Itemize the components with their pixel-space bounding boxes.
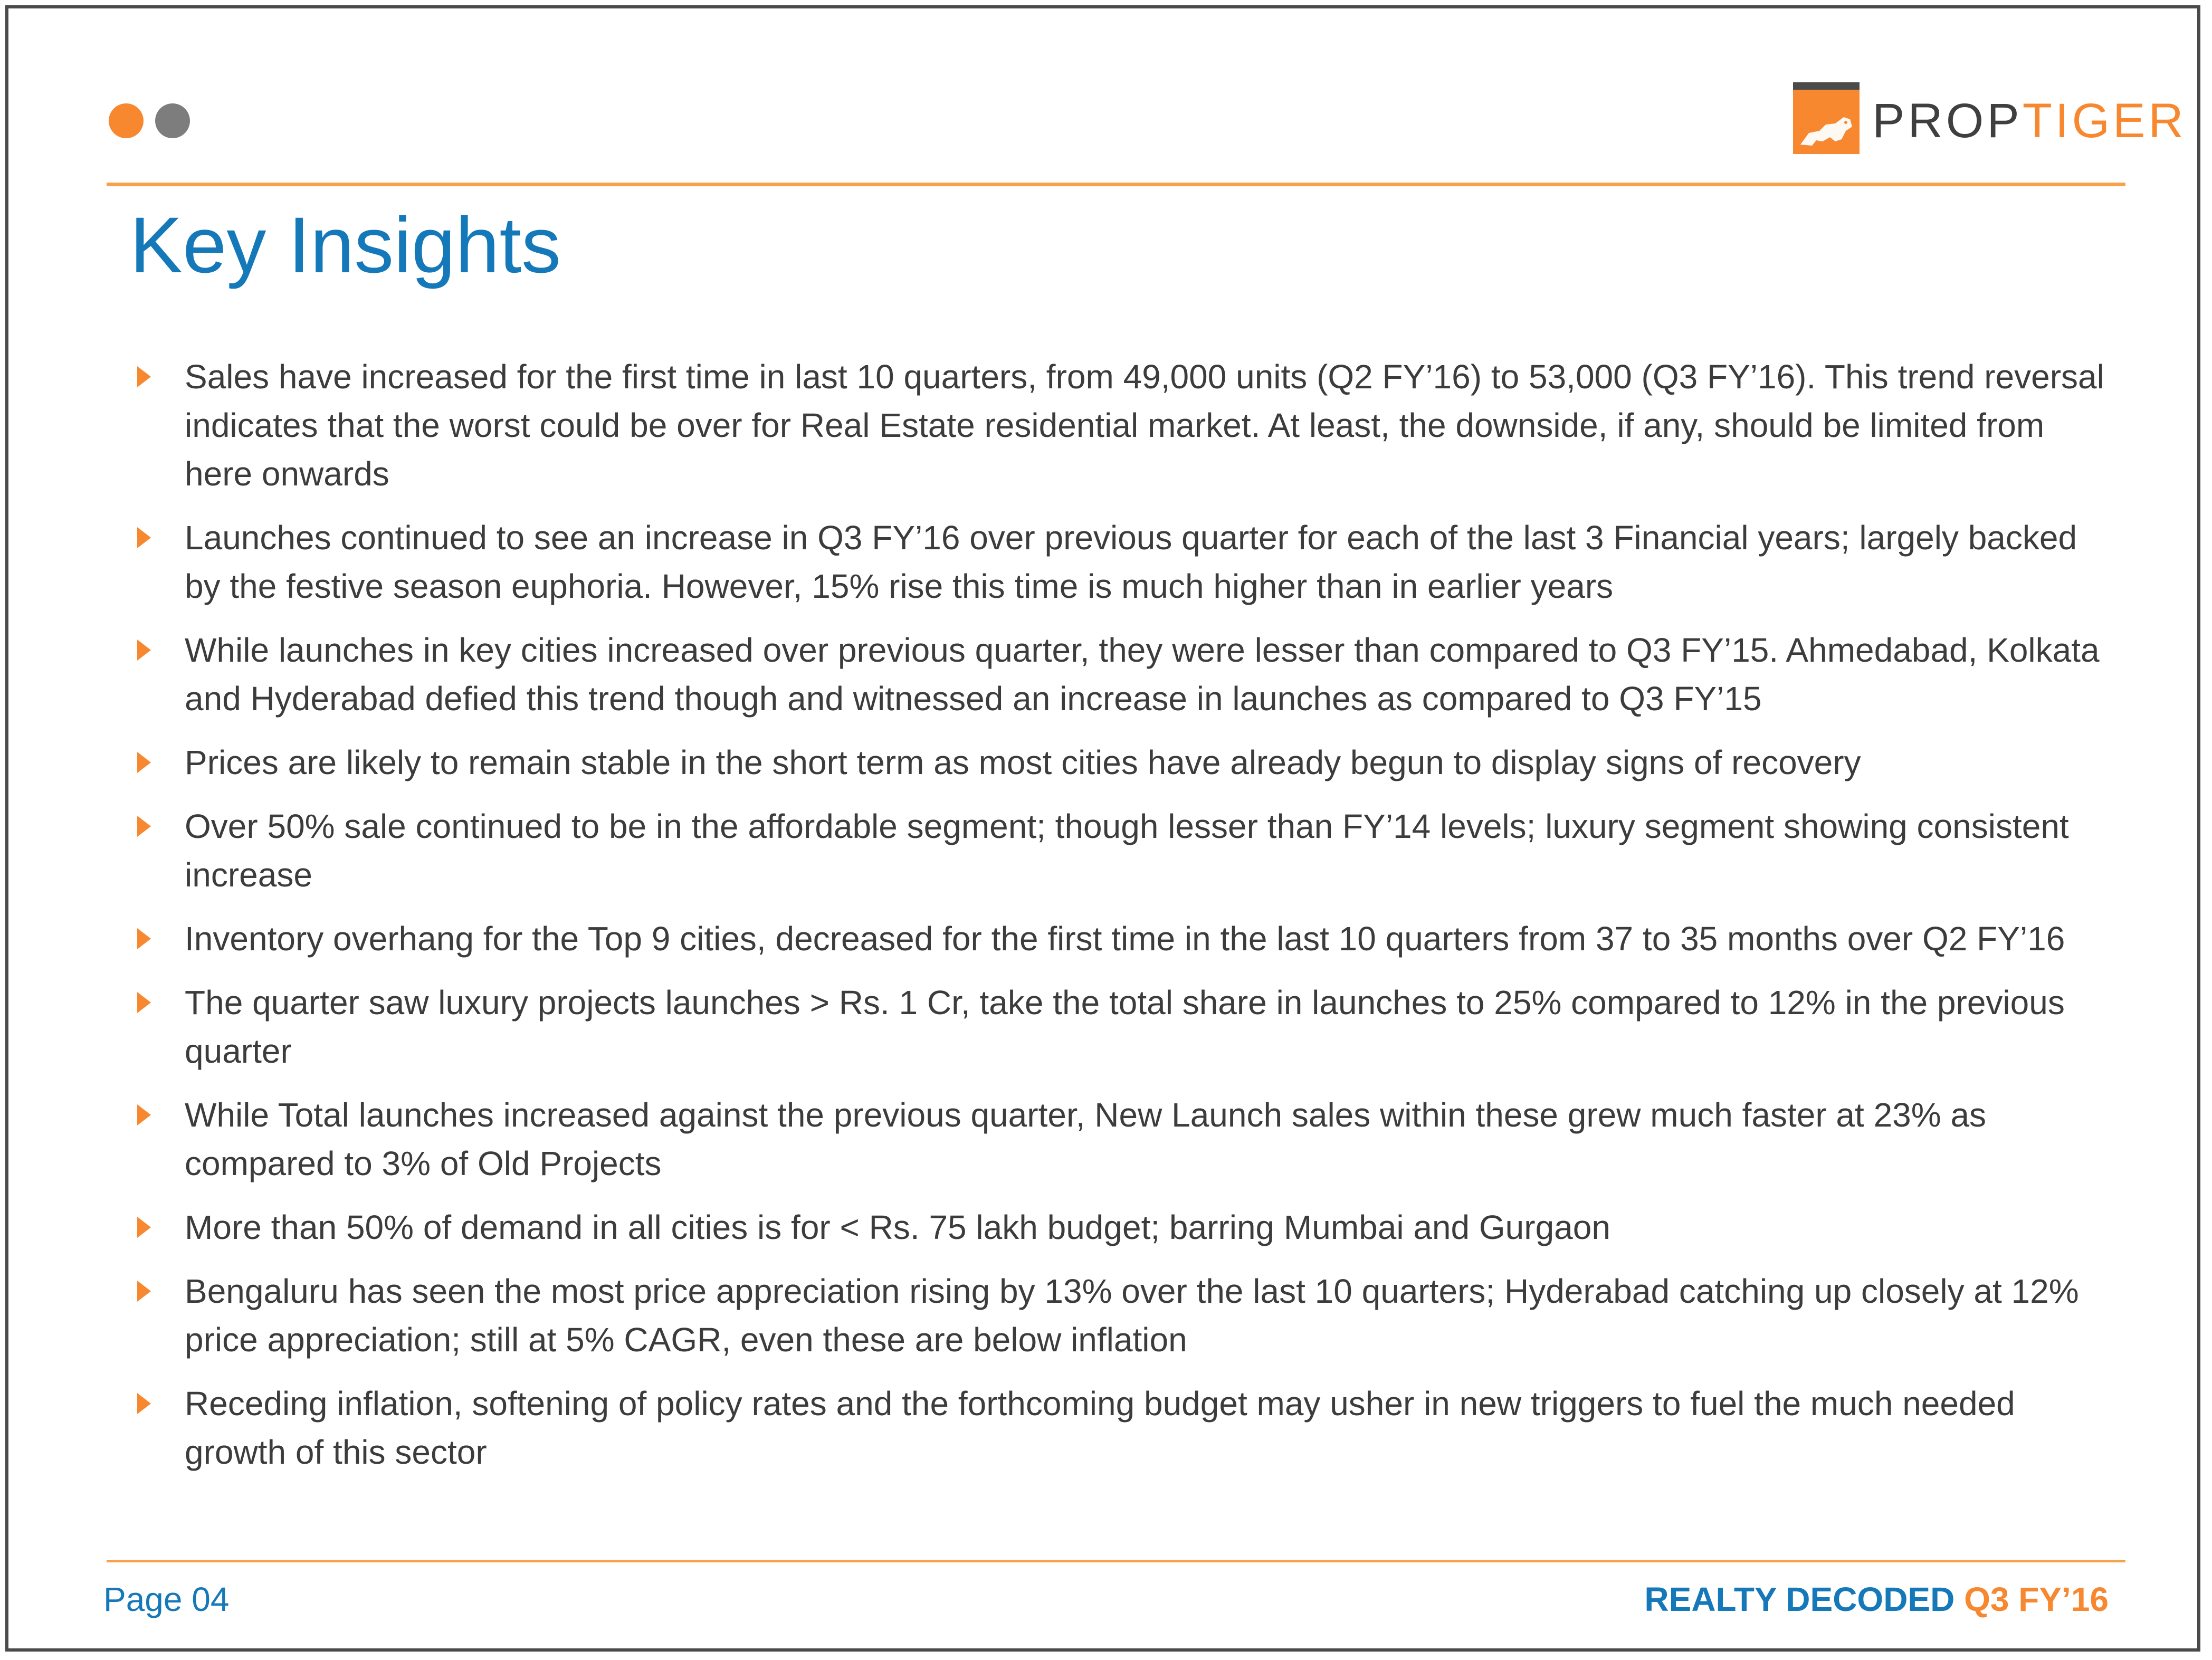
triangle-bullet-icon bbox=[137, 527, 151, 548]
insight-text: Inventory overhang for the Top 9 cities, decreased for the first time in the last 10 quarters from 37 to 35 months over Q2 FY’16 bbox=[185, 920, 2065, 958]
logo-word-prop: PROP bbox=[1872, 94, 2023, 148]
insight-text: More than 50% of demand in all cities is for < Rs. 75 lakh budget; barring Mumbai and Gurgaon bbox=[185, 1208, 1610, 1246]
insight-item bbox=[133, 1203, 2117, 1252]
insight-text: While launches in key cities increased over previous quarter, they were lesser than compared to Q3 FY’15. Ahmedabad, Kolkata and Hyderabad defied this trend though and witnessed an increase in launches as compared to Q3 FY’15 bbox=[185, 631, 2100, 718]
triangle-bullet-icon bbox=[137, 752, 151, 773]
insight-text: Prices are likely to remain stable in the short term as most cities have already begun to display signs of recovery bbox=[185, 743, 1861, 781]
insights-list bbox=[133, 352, 2117, 1492]
insight-item bbox=[133, 1091, 2117, 1188]
insight-item bbox=[133, 914, 2117, 963]
logo-word-tiger: TIGER bbox=[2022, 94, 2187, 148]
page-number: Page 04 bbox=[103, 1580, 230, 1618]
triangle-bullet-icon bbox=[137, 1217, 151, 1238]
insight-text: Receding inflation, softening of policy rates and the forthcoming budget may usher in new triggers to fuel the much needed growth of this sector bbox=[185, 1385, 2015, 1471]
insight-item bbox=[133, 352, 2117, 498]
logo-wordmark bbox=[1872, 94, 2187, 148]
report-issue: Q3 FY’16 bbox=[1964, 1580, 2109, 1618]
triangle-bullet-icon bbox=[137, 366, 151, 387]
triangle-bullet-icon bbox=[137, 992, 151, 1013]
insight-text: Bengaluru has seen the most price appreciation rising by 13% over the last 10 quarters; Hyderabad catching up closely at 12% price appreciation; still at 5% CAGR, even these are below inflation bbox=[185, 1272, 2079, 1359]
report-title bbox=[1644, 1576, 2109, 1623]
triangle-bullet-icon bbox=[137, 1393, 151, 1414]
insight-text: The quarter saw luxury projects launches > Rs. 1 Cr, take the total share in launches to 25% compared to 12% in the previous quarter bbox=[185, 984, 2065, 1070]
footer-divider bbox=[107, 1560, 2125, 1562]
insight-item bbox=[133, 738, 2117, 787]
tiger-icon bbox=[1793, 82, 1860, 154]
insight-item bbox=[133, 1379, 2117, 1476]
insight-text: Launches continued to see an increase in Q3 FY’16 over previous quarter for each of the last 3 Financial years; largely backed by the festive season euphoria. However, 15% rise this time is much higher than in earlier years bbox=[185, 519, 2077, 605]
insight-text: While Total launches increased against the previous quarter, New Launch sales within these grew much faster at 23% as compared to 3% of Old Projects bbox=[185, 1096, 1987, 1182]
triangle-bullet-icon bbox=[137, 1281, 151, 1302]
triangle-bullet-icon bbox=[137, 816, 151, 837]
triangle-bullet-icon bbox=[137, 1104, 151, 1125]
insight-item bbox=[133, 513, 2117, 610]
page-title: Key Insights bbox=[130, 201, 561, 289]
proptiger-logo bbox=[1793, 81, 2187, 155]
insight-item bbox=[133, 1267, 2117, 1364]
report-name: REALTY DECODED bbox=[1644, 1580, 1955, 1618]
gray-dot bbox=[155, 103, 190, 138]
triangle-bullet-icon bbox=[137, 640, 151, 661]
header-dots bbox=[109, 103, 190, 138]
page-frame bbox=[5, 5, 2200, 1652]
insight-item bbox=[133, 978, 2117, 1075]
insight-item bbox=[133, 626, 2117, 723]
orange-dot bbox=[109, 103, 144, 138]
insight-text: Over 50% sale continued to be in the affordable segment; though lesser than FY’14 levels; luxury segment showing consistent increase bbox=[185, 807, 2069, 894]
insight-text: Sales have increased for the first time in last 10 quarters, from 49,000 units (Q2 FY’16) to 53,000 (Q3 FY’16). This trend reversal indicates that the worst could be over for Real Estate residential market. At least, the downside, if any, should be limited from here onwards bbox=[185, 358, 2104, 493]
header-divider bbox=[107, 183, 2125, 186]
triangle-bullet-icon bbox=[137, 928, 151, 949]
insight-item bbox=[133, 802, 2117, 899]
